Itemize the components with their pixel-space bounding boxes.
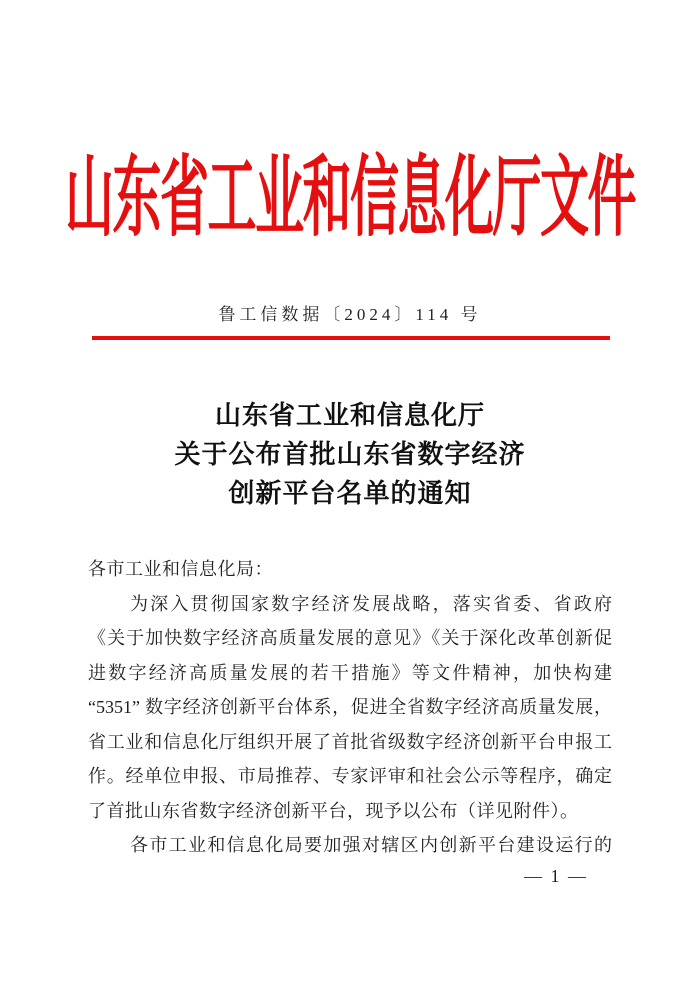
masthead-title: 山东省工业和信息化厅文件: [64, 148, 635, 248]
document-title-line-3: 创新平台名单的通知: [228, 479, 472, 508]
body-line: 省工业和信息化厅组织开展了首批省级数字经济创新平台申报工: [88, 731, 612, 752]
red-divider-line: [92, 336, 610, 340]
document-body: [88, 552, 612, 863]
document-title-line-2: 关于公布首批山东省数字经济: [174, 440, 526, 469]
body-line: 为深入贯彻国家数字经济发展战略，落实省委、省政府: [130, 593, 612, 614]
body-line: 《关于加快数字经济高质量发展的意见》《关于深化改革创新促: [88, 628, 612, 648]
body-line: 各市工业和信息化局要加强对辖区内创新平台建设运行的: [130, 835, 612, 855]
body-line: “5351” 数字经济创新平台体系，促进全省数字经济高质量发展，: [88, 697, 612, 717]
document-title-line-1: 山东省工业和信息化厅: [214, 401, 485, 430]
body-line: 进数字经济高质量发展的若干措施》等文件精神，加快构建: [88, 662, 612, 683]
body-line-salutation: 各市工业和信息化局：: [88, 559, 273, 579]
document-title: [0, 396, 700, 513]
body-line: 了首批山东省数字经济创新平台，现予以公布（详见附件）。: [88, 800, 579, 821]
page-number: — 1 —: [524, 866, 588, 886]
body-line: 作。经单位申报、市局推荐、专家评审和社会公示等程序，确定: [88, 766, 612, 786]
document-number: 鲁工信数据〔2024〕114 号: [218, 305, 482, 324]
